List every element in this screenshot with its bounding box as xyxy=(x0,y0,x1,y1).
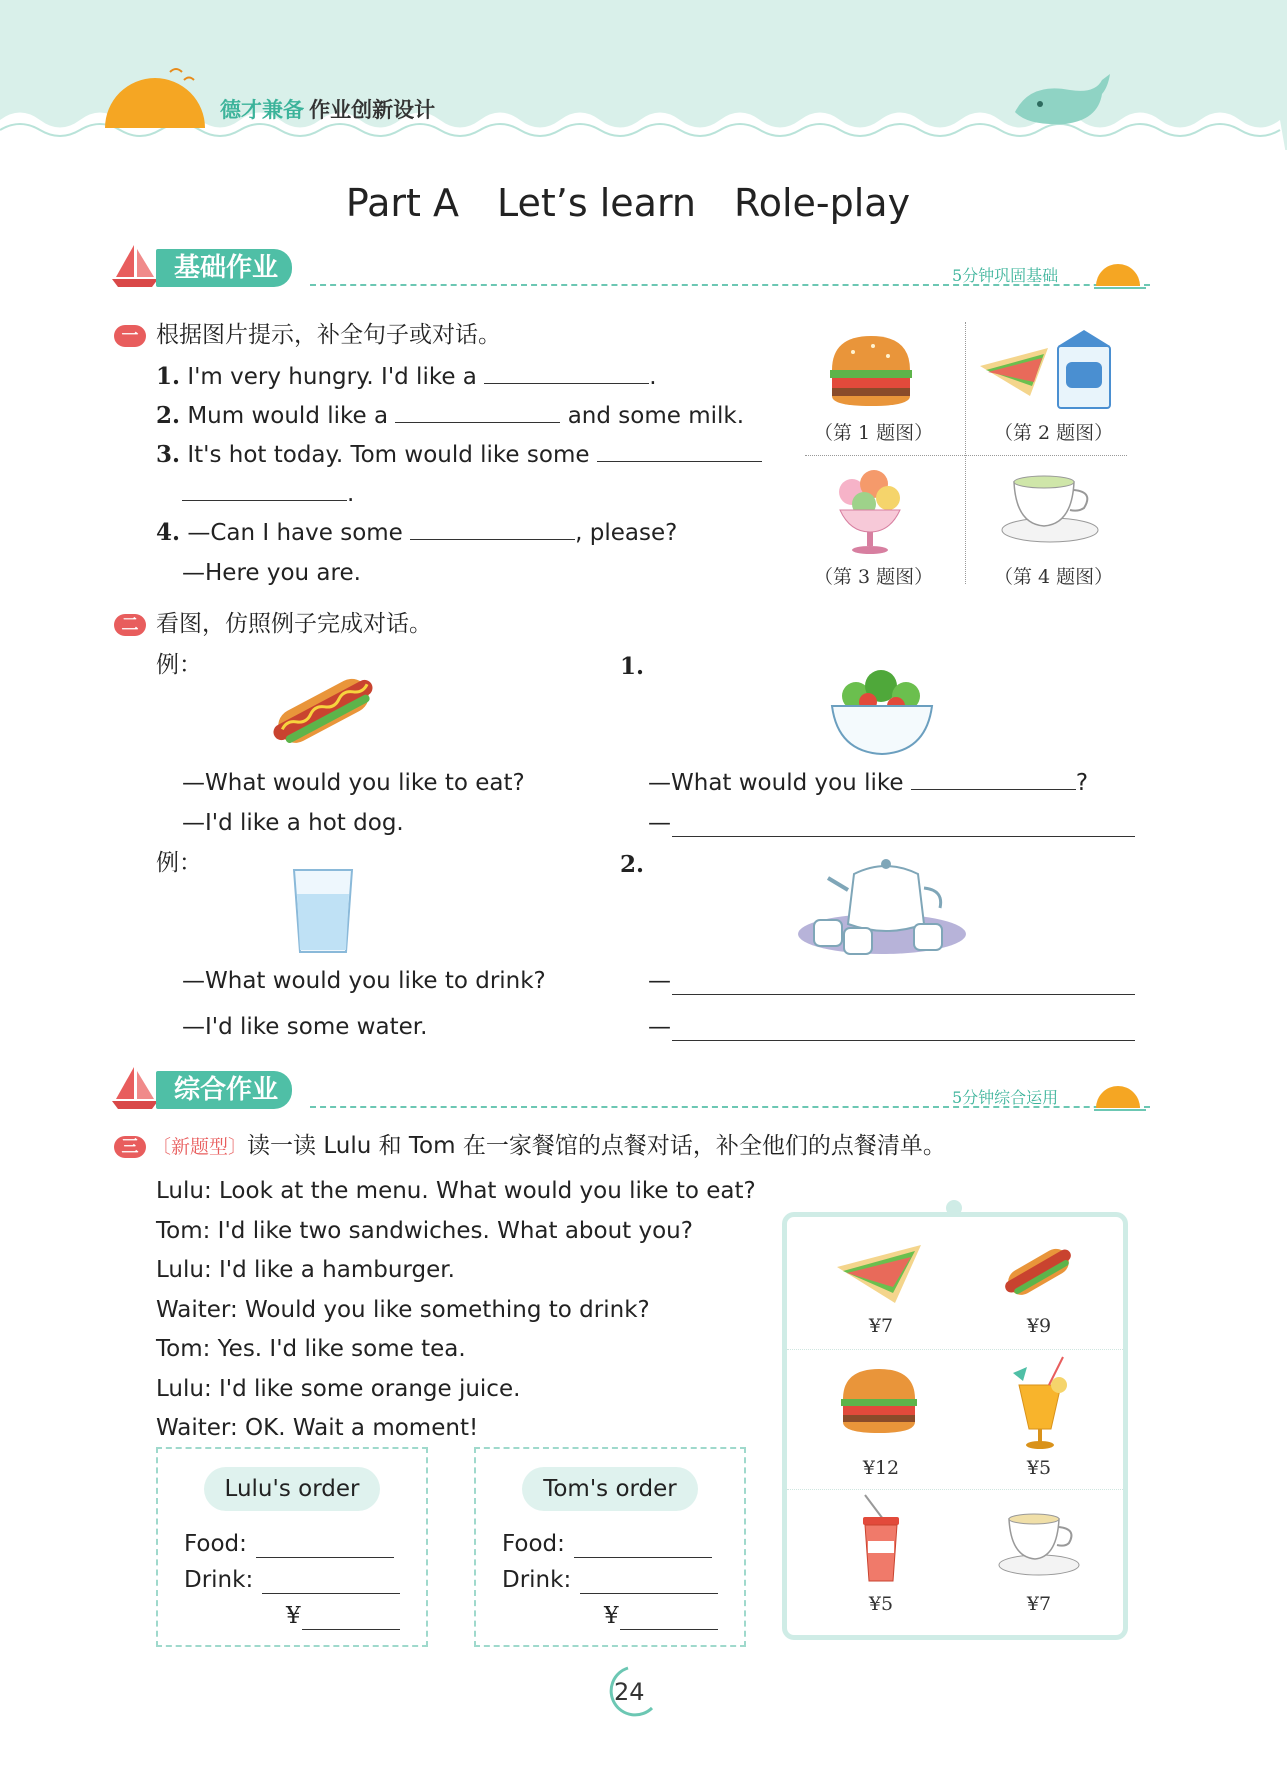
picture-caption-3: （第 3 题图） xyxy=(814,566,934,588)
lulu-food-line[interactable] xyxy=(256,1557,394,1558)
price-tea: ¥7 xyxy=(1026,1593,1052,1615)
question-text: , please? xyxy=(575,520,678,546)
example-2-answer: —I'd like some water. xyxy=(182,1014,428,1040)
sailboat-icon xyxy=(112,1065,160,1111)
sailboat-icon xyxy=(112,243,160,289)
sun-icon xyxy=(100,60,210,130)
price-orange-juice: ¥5 xyxy=(1026,1457,1052,1479)
orange-juice-image xyxy=(1009,1355,1073,1451)
exercise-3-instruction: 读一读 Lulu 和 Tom 在一家餐馆的点餐对话，补全他们的点餐清单。 xyxy=(247,1133,946,1159)
question-text: I'm very hungry. I'd like a xyxy=(187,364,477,390)
sun-small-icon xyxy=(1092,1072,1148,1112)
grid-divider-v xyxy=(965,322,966,584)
dialogue-line: Tom: I'd like two sandwiches. What about you? xyxy=(156,1217,693,1244)
question-3 xyxy=(156,440,762,470)
brand-part1: 德才兼备 xyxy=(220,98,304,122)
answer-line[interactable] xyxy=(672,1040,1135,1041)
exercise-badge-1: 一 xyxy=(114,325,146,347)
tea-cup-image xyxy=(998,468,1102,548)
hamburger-image xyxy=(828,334,914,408)
question-text: Mum would like a xyxy=(187,403,389,429)
answer-blank[interactable] xyxy=(597,461,762,462)
brand-part2: 作业创新设计 xyxy=(309,98,436,122)
section-comprehensive-label: 综合作业 xyxy=(156,1071,292,1109)
sandwich-milk-image xyxy=(978,326,1118,412)
tea-cup-image xyxy=(997,1509,1083,1577)
question-end: . xyxy=(649,364,657,390)
question-4 xyxy=(156,518,677,548)
menu-divider xyxy=(787,1489,1123,1490)
hot-dog-image xyxy=(268,668,378,752)
grid-divider-h xyxy=(805,455,1127,456)
food-label: Food: xyxy=(184,1531,247,1557)
question-4-answer: —Here you are. xyxy=(182,560,361,586)
question-number: 3. xyxy=(156,441,181,468)
question-end: . xyxy=(347,481,355,507)
answer-blank[interactable] xyxy=(410,539,575,540)
price-sandwich: ¥7 xyxy=(868,1315,894,1337)
ice-cream-image xyxy=(830,466,910,556)
question-number: 2. xyxy=(156,402,181,429)
picture-caption-1: （第 1 题图） xyxy=(814,422,934,444)
dialogue-line: Waiter: OK. Wait a moment! xyxy=(156,1415,479,1441)
drink-label: Drink: xyxy=(184,1567,254,1593)
tom-food-line[interactable] xyxy=(574,1557,712,1558)
question-text: and some milk. xyxy=(567,403,745,429)
answer-blank[interactable] xyxy=(395,422,560,423)
item-1-question xyxy=(648,768,1088,798)
yen-sign: ¥ xyxy=(286,1603,301,1629)
lulu-total-line[interactable] xyxy=(302,1629,400,1630)
new-type-tag: 〔新题型〕 xyxy=(152,1136,248,1158)
price-cola: ¥5 xyxy=(868,1593,894,1615)
sandwich-image xyxy=(835,1237,927,1307)
lulu-drink-line[interactable] xyxy=(262,1593,400,1594)
page-title: Part A Let’s learn Role-play xyxy=(345,181,911,225)
drink-label: Drink: xyxy=(502,1567,572,1593)
section-basic-tag: 5分钟巩固基础 xyxy=(952,266,1059,285)
dialogue-line: Lulu: I'd like a hamburger. xyxy=(156,1257,455,1283)
example-label-1: 例： xyxy=(156,652,202,678)
question-number: 4. xyxy=(156,519,181,546)
yen-sign: ¥ xyxy=(604,1603,619,1629)
menu-board xyxy=(782,1212,1128,1640)
salad-image xyxy=(826,656,938,760)
question-end: ? xyxy=(1075,770,1089,796)
example-1-answer: —I'd like a hot dog. xyxy=(182,810,404,836)
answer-blank[interactable] xyxy=(911,789,1076,790)
teapot-set-image xyxy=(794,854,970,960)
lulu-order-box xyxy=(156,1447,428,1647)
exercise-badge-2: 二 xyxy=(114,614,146,636)
exercise-2-instruction: 看图，仿照例子完成对话。 xyxy=(156,611,432,637)
price-hamburger: ¥12 xyxy=(862,1457,900,1479)
hamburger-image xyxy=(839,1367,919,1435)
question-text: It's hot today. Tom would like some xyxy=(187,442,590,468)
item-1-number: 1. xyxy=(620,653,645,680)
page-number: 24 xyxy=(614,1678,645,1706)
menu-divider xyxy=(787,1349,1123,1350)
picture-caption-4: （第 4 题图） xyxy=(994,566,1114,588)
whale-icon xyxy=(1010,72,1120,132)
answer-blank[interactable] xyxy=(484,383,649,384)
dialogue-line: Lulu: Look at the menu. What would you like to eat? xyxy=(156,1178,756,1204)
item-2-number: 2. xyxy=(620,851,645,878)
food-label: Food: xyxy=(502,1531,565,1557)
example-2-question: —What would you like to drink? xyxy=(182,968,546,994)
sun-small-icon xyxy=(1092,250,1148,290)
answer-line[interactable] xyxy=(672,994,1135,995)
example-1-question: —What would you like to eat? xyxy=(182,770,525,796)
tom-order-box xyxy=(474,1447,746,1647)
question-2 xyxy=(156,401,744,431)
brand-title xyxy=(220,94,435,124)
tom-order-title: Tom's order xyxy=(522,1467,698,1511)
question-1 xyxy=(156,362,657,392)
answer-blank[interactable] xyxy=(182,500,347,501)
item-2-question-dash: — xyxy=(648,968,671,994)
item-1-answer-dash: — xyxy=(648,810,671,836)
question-text: —What would you like xyxy=(648,770,904,796)
dialogue xyxy=(156,1172,756,1449)
section-basic-label: 基础作业 xyxy=(156,249,292,287)
lulu-order-title: Lulu's order xyxy=(204,1467,380,1511)
question-number: 1. xyxy=(156,363,181,390)
exercise-badge-3: 三 xyxy=(114,1136,146,1158)
dialogue-line: Lulu: I'd like some orange juice. xyxy=(156,1375,521,1402)
picture-caption-2: （第 2 题图） xyxy=(994,422,1114,444)
hot-dog-image xyxy=(1001,1239,1075,1303)
section-comprehensive-tag: 5分钟综合运用 xyxy=(952,1088,1059,1107)
dialogue-line: Tom: Yes. I'd like some tea. xyxy=(156,1336,466,1362)
tom-total-line[interactable] xyxy=(620,1629,718,1630)
question-text: —Can I have some xyxy=(187,520,403,546)
price-hot-dog: ¥9 xyxy=(1026,1315,1052,1337)
cola-image xyxy=(853,1493,909,1589)
answer-line[interactable] xyxy=(672,836,1135,837)
exercise-3-instruction-line xyxy=(152,1131,946,1162)
dialogue-line: Waiter: Would you like something to drink? xyxy=(156,1296,650,1323)
question-3-continued xyxy=(182,479,354,509)
exercise-1-instruction: 根据图片提示，补全句子或对话。 xyxy=(156,322,501,348)
tom-drink-line[interactable] xyxy=(580,1593,718,1594)
example-label-2: 例： xyxy=(156,850,202,876)
glass-of-water-image xyxy=(290,866,356,956)
item-2-answer-dash: — xyxy=(648,1014,671,1040)
menu-hanger xyxy=(946,1200,962,1216)
